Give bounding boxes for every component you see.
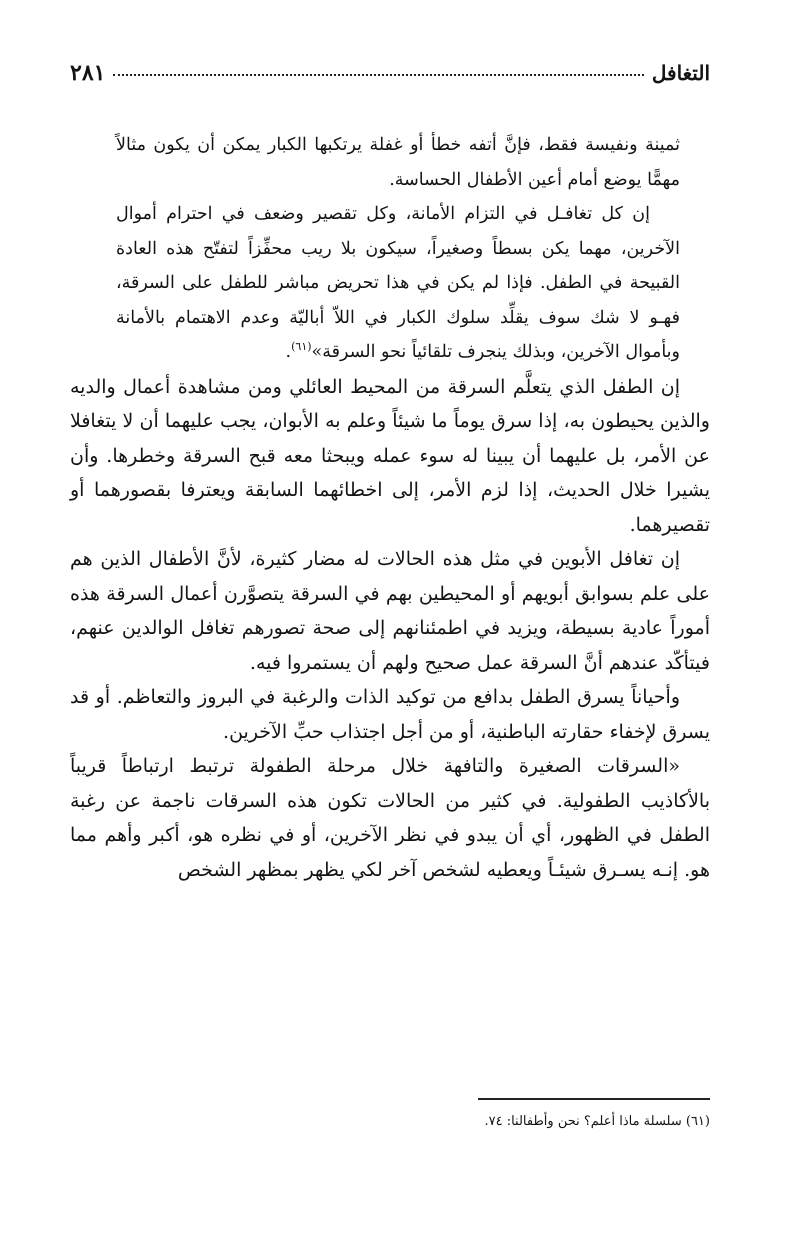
quote-paragraph — [116, 197, 680, 370]
dot-leader — [113, 74, 643, 76]
page-number: ٢٨١ — [70, 60, 106, 86]
quote-paragraph-continued: ثمينة ونفيسة فقط، فإنَّ أتفه خطأ أو غفلة يرتكبها الكبار يمكن أن يكون مثالاً مهمًّا يوضع أمام أعين الأطفال الحساسة. — [116, 135, 680, 190]
running-head — [70, 60, 710, 90]
paragraph: إن الطفل الذي يتعلَّم السرقة من المحيط العائلي ومن مشاهدة أعمال والديه والذين يحيطون به، إذا سرق يوماً ما شيئاً وعلم به الأبوان، يجب عليهما أن لا يتغافلا عن الأمر، بل عليهما أن يبينا له سوء عمله ويبحثا معه قبح السرقة وخطرها. وأن يشيرا خلال الحديث، إذا لزم الأمر، إلى اخطائهما السابقة ويعترفا بقصورهما أو تقصيرهما. — [70, 375, 710, 536]
quote-paragraph-text: إن كل تغافـل في التزام الأمانة، وكل تقصير وضعف في احترام أموال الآخرين، مهما يكن بسطاً وصغيراً، سيكون بلا ريب محفِّزاً لتفتّح هذه العادة القبيحة في الطفل. فإذا لم يكن في هذا تحريض مباشر للطفل على السرقة، فهـو لا شك سوف يقلِّد سلوك الكبار في اللاّ أباليّة وعدم الاهتمام بالأمانة وبأموال الآخرين، وبذلك ينجرف تلقائياً نحو السرقة» — [116, 204, 680, 362]
quote-paragraph: «السرقات الصغيرة والتافهة خلال مرحلة الطفولة ترتبط ارتباطاً قريباً بالأكاذيب الطفولية. في كثير من الحالات تكون هذه السرقات ناجمة عن رغبة الطفل في الظهور، أي أن يبدو في نظر الآخرين، أو في نظره هو، أكبر وأهم مما هو. إنـه يسـرق شيئـاً ويعطيه لشخص آخر لكي يظهر بمظهر الشخص — [70, 755, 710, 881]
paragraph: وأحياناً يسرق الطفل بدافع من توكيد الذات والرغبة في البروز والتعاظم. أو قد يسرق لإخفاء حقارته الباطنية، أو من أجل اجتذاب حبِّ الآخرين. — [70, 686, 710, 743]
body-text — [70, 128, 710, 887]
footnote-reference: (٦١) — [291, 340, 312, 354]
chapter-title: التغافل — [651, 61, 710, 85]
paragraph: إن تغافل الأبوين في مثل هذه الحالات له مضار كثيرة، لأنَّ الأطفال الذين هم على علم بسوابق أبويهم أو المحيطين بهم في السرقة يتصوَّرن أعمال السرقة هذه أموراً عادية بسيطة، ويزيد في اطمئنانهم إلى صحة تصورهم تغافل الوالدين عنهم، فيتأكّد عندهم أنَّ السرقة عمل صحيح ولهم أن يستمروا فيه. — [70, 548, 710, 674]
footnote: (٦١) سلسلة ماذا أعلم؟ نحن وأطفالنا: ٧٤. — [484, 1114, 710, 1129]
footnote-reference-tail: . — [285, 342, 292, 362]
footnote-divider — [478, 1098, 710, 1100]
